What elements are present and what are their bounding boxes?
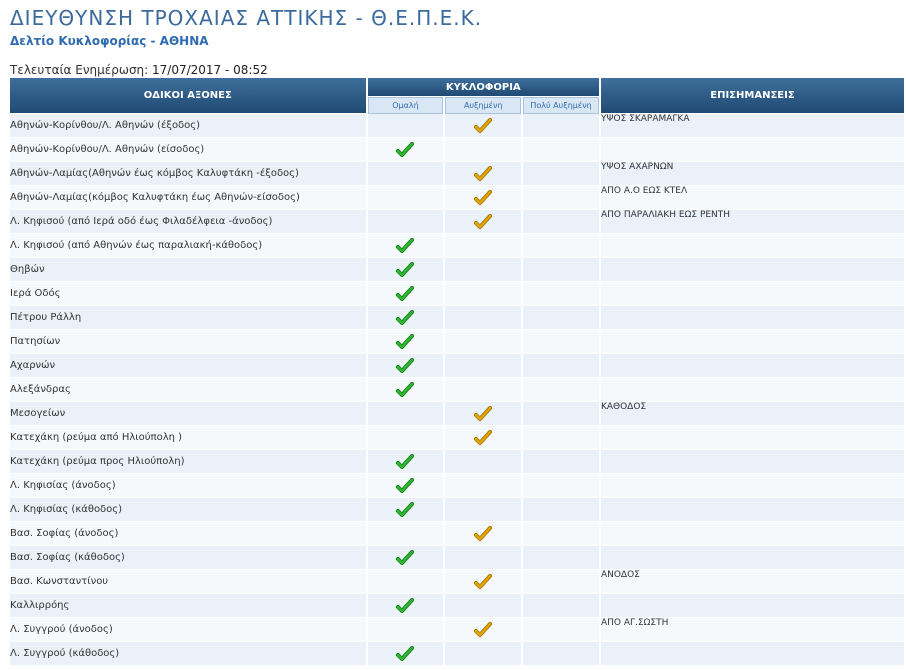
checkmark-icon xyxy=(396,597,414,615)
traffic-cell-very-increased xyxy=(523,594,599,618)
table-row xyxy=(10,282,904,306)
note-cell xyxy=(601,642,904,666)
traffic-cell-very-increased xyxy=(523,426,599,450)
checkmark-icon xyxy=(474,165,492,183)
table-row xyxy=(10,546,904,570)
road-name: Καλλιρρόης xyxy=(10,594,366,618)
note-cell: ΑΝΟΔΟΣ xyxy=(601,570,904,594)
note-cell xyxy=(601,138,904,162)
checkmark-icon xyxy=(474,189,492,207)
last-updated-value: 17/07/2017 - 08:52 xyxy=(152,63,268,77)
note-cell: ΑΠΟ ΠΑΡΑΛΙΑΚΗ ΕΩΣ ΡΕΝΤΗ xyxy=(601,210,904,234)
checkmark-icon xyxy=(474,117,492,135)
road-name: Βασ. Σοφίας (άνοδος) xyxy=(10,522,366,546)
traffic-cell-increased xyxy=(445,546,521,570)
traffic-cell-increased xyxy=(445,234,521,258)
traffic-cell-very-increased xyxy=(523,162,599,186)
road-name: Πατησίων xyxy=(10,330,366,354)
road-name: Λ. Κηφισού (από Ιερά οδό έως Φιλαδέλφεια -άνοδος) xyxy=(10,210,366,234)
road-name: Πέτρου Ράλλη xyxy=(10,306,366,330)
traffic-cell-very-increased xyxy=(523,642,599,666)
table-row xyxy=(10,210,904,234)
traffic-cell-very-increased xyxy=(523,258,599,282)
traffic-cell-normal xyxy=(368,138,444,162)
traffic-cell-increased xyxy=(445,330,521,354)
traffic-cell-normal xyxy=(368,522,444,546)
checkmark-icon xyxy=(396,357,414,375)
table-row xyxy=(10,114,904,138)
traffic-cell-normal xyxy=(368,114,444,138)
traffic-cell-very-increased xyxy=(523,618,599,642)
note-cell xyxy=(601,450,904,474)
note-cell xyxy=(601,258,904,282)
traffic-cell-very-increased xyxy=(523,498,599,522)
table-row xyxy=(10,354,904,378)
traffic-cell-very-increased xyxy=(523,186,599,210)
table-row xyxy=(10,378,904,402)
note-cell: ΑΠΟ Α.Ο ΕΩΣ ΚΤΕΛ xyxy=(601,186,904,210)
traffic-cell-very-increased xyxy=(523,474,599,498)
table-row xyxy=(10,450,904,474)
road-name: Βασ. Κωνσταντίνου xyxy=(10,570,366,594)
traffic-cell-normal xyxy=(368,354,444,378)
road-name: Αθηνών-Κορίνθου/Λ. Αθηνών (έξοδος) xyxy=(10,114,366,138)
traffic-cell-increased xyxy=(445,570,521,594)
col-header-traffic: ΚΥΚΛΟΦΟΡΙΑ xyxy=(368,78,599,97)
traffic-cell-normal xyxy=(368,642,444,666)
road-name: Θηβών xyxy=(10,258,366,282)
table-row xyxy=(10,522,904,546)
table-row xyxy=(10,402,904,426)
table-row xyxy=(10,330,904,354)
traffic-cell-increased xyxy=(445,522,521,546)
table-row xyxy=(10,498,904,522)
checkmark-icon xyxy=(396,141,414,159)
checkmark-icon xyxy=(474,429,492,447)
road-name: Αθηνών-Λαμίας(Αθηνών έως κόμβος Καλυφτάκη -έξοδος) xyxy=(10,162,366,186)
road-name: Αλεξάνδρας xyxy=(10,378,366,402)
road-name: Κατεχάκη (ρεύμα από Ηλιούπολη ) xyxy=(10,426,366,450)
traffic-cell-normal xyxy=(368,186,444,210)
table-row xyxy=(10,618,904,642)
road-name: Κατεχάκη (ρεύμα προς Ηλιούπολη) xyxy=(10,450,366,474)
checkmark-icon xyxy=(396,501,414,519)
traffic-cell-normal xyxy=(368,330,444,354)
traffic-cell-normal xyxy=(368,426,444,450)
note-cell xyxy=(601,522,904,546)
traffic-cell-very-increased xyxy=(523,402,599,426)
note-cell xyxy=(601,594,904,618)
traffic-cell-increased xyxy=(445,498,521,522)
sub-header-normal: Ομαλή xyxy=(368,97,444,114)
traffic-cell-normal xyxy=(368,282,444,306)
traffic-cell-increased xyxy=(445,282,521,306)
col-header-notes: ΕΠΙΣΗΜΑΝΣΕΙΣ xyxy=(601,78,904,114)
checkmark-icon xyxy=(474,621,492,639)
table-row xyxy=(10,570,904,594)
checkmark-icon xyxy=(396,285,414,303)
table-row xyxy=(10,234,904,258)
traffic-cell-very-increased xyxy=(523,570,599,594)
traffic-cell-increased xyxy=(445,618,521,642)
road-name: Λ. Συγγρού (άνοδος) xyxy=(10,618,366,642)
road-name: Λ. Κηφισίας (άνοδος) xyxy=(10,474,366,498)
traffic-cell-increased xyxy=(445,426,521,450)
traffic-cell-very-increased xyxy=(523,522,599,546)
traffic-cell-normal xyxy=(368,450,444,474)
traffic-cell-increased xyxy=(445,210,521,234)
traffic-cell-increased xyxy=(445,474,521,498)
checkmark-icon xyxy=(396,261,414,279)
note-cell xyxy=(601,306,904,330)
note-cell xyxy=(601,330,904,354)
traffic-cell-very-increased xyxy=(523,450,599,474)
checkmark-icon xyxy=(396,333,414,351)
last-updated xyxy=(10,63,268,77)
road-name: Λ. Κηφισού (από Αθηνών έως παραλιακή-κάθοδος) xyxy=(10,234,366,258)
traffic-cell-increased xyxy=(445,594,521,618)
checkmark-icon xyxy=(396,237,414,255)
table-row xyxy=(10,186,904,210)
traffic-cell-normal xyxy=(368,378,444,402)
traffic-cell-normal xyxy=(368,594,444,618)
traffic-cell-normal xyxy=(368,306,444,330)
last-updated-label: Τελευταία Ενημέρωση: xyxy=(10,63,149,77)
traffic-cell-very-increased xyxy=(523,210,599,234)
traffic-cell-normal xyxy=(368,162,444,186)
note-cell: ΥΨΟΣ ΣΚΑΡΑΜΑΓΚΑ xyxy=(601,114,904,138)
traffic-table xyxy=(8,78,906,666)
traffic-cell-normal xyxy=(368,234,444,258)
road-name: Αθηνών-Λαμίας(κόμβος Καλυφτάκη έως Αθηνών-είσοδος) xyxy=(10,186,366,210)
table-row xyxy=(10,306,904,330)
checkmark-icon xyxy=(396,309,414,327)
note-cell: ΑΠΟ ΑΓ.ΣΩΣΤΗ xyxy=(601,618,904,642)
table-row xyxy=(10,162,904,186)
traffic-cell-normal xyxy=(368,570,444,594)
sub-header-very-increased: Πολύ Αυξημένη xyxy=(523,97,599,114)
traffic-cell-normal xyxy=(368,258,444,282)
checkmark-icon xyxy=(474,573,492,591)
traffic-cell-increased xyxy=(445,162,521,186)
table-row xyxy=(10,474,904,498)
traffic-cell-increased xyxy=(445,642,521,666)
road-name: Μεσογείων xyxy=(10,402,366,426)
traffic-cell-increased xyxy=(445,378,521,402)
road-name: Λ. Κηφισίας (κάθοδος) xyxy=(10,498,366,522)
traffic-cell-very-increased xyxy=(523,306,599,330)
traffic-cell-increased xyxy=(445,450,521,474)
table-row xyxy=(10,426,904,450)
traffic-cell-very-increased xyxy=(523,114,599,138)
road-name: Αχαρνών xyxy=(10,354,366,378)
col-header-axes: ΟΔΙΚΟΙ ΑΞΟΝΕΣ xyxy=(10,78,366,114)
checkmark-icon xyxy=(396,645,414,663)
traffic-cell-normal xyxy=(368,210,444,234)
checkmark-icon xyxy=(396,477,414,495)
road-name: Λ. Συγγρού (κάθοδος) xyxy=(10,642,366,666)
traffic-cell-normal xyxy=(368,618,444,642)
road-name: Αθηνών-Κορίνθου/Λ. Αθηνών (είσοδος) xyxy=(10,138,366,162)
checkmark-icon xyxy=(396,549,414,567)
table-row xyxy=(10,258,904,282)
checkmark-icon xyxy=(396,381,414,399)
note-cell xyxy=(601,378,904,402)
traffic-cell-normal xyxy=(368,402,444,426)
traffic-cell-very-increased xyxy=(523,234,599,258)
traffic-cell-increased xyxy=(445,114,521,138)
traffic-cell-normal xyxy=(368,474,444,498)
note-cell xyxy=(601,234,904,258)
note-cell xyxy=(601,498,904,522)
sub-header-increased: Αυξημένη xyxy=(445,97,521,114)
checkmark-icon xyxy=(396,453,414,471)
traffic-cell-increased xyxy=(445,402,521,426)
traffic-cell-increased xyxy=(445,354,521,378)
checkmark-icon xyxy=(474,405,492,423)
traffic-cell-increased xyxy=(445,306,521,330)
traffic-cell-increased xyxy=(445,186,521,210)
page-subtitle: Δελτίο Κυκλοφορίας - ΑΘΗΝΑ xyxy=(10,34,209,48)
page-title: ΔΙΕΥΘΥΝΣΗ ΤΡΟΧΑΙΑΣ ΑΤΤΙΚΗΣ - Θ.Ε.Π.Ε.Κ. xyxy=(10,6,483,30)
note-cell: ΚΑΘΟΔΟΣ xyxy=(601,402,904,426)
note-cell xyxy=(601,354,904,378)
note-cell: ΥΨΟΣ ΑΧΑΡΝΩΝ xyxy=(601,162,904,186)
traffic-cell-very-increased xyxy=(523,546,599,570)
traffic-cell-increased xyxy=(445,138,521,162)
traffic-cell-increased xyxy=(445,258,521,282)
note-cell xyxy=(601,474,904,498)
traffic-cell-very-increased xyxy=(523,138,599,162)
checkmark-icon xyxy=(474,525,492,543)
traffic-cell-very-increased xyxy=(523,354,599,378)
table-row xyxy=(10,642,904,666)
checkmark-icon xyxy=(474,213,492,231)
note-cell xyxy=(601,546,904,570)
traffic-cell-very-increased xyxy=(523,330,599,354)
road-name: Ιερά Οδός xyxy=(10,282,366,306)
road-name: Βασ. Σοφίας (κάθοδος) xyxy=(10,546,366,570)
table-row xyxy=(10,594,904,618)
traffic-cell-very-increased xyxy=(523,282,599,306)
traffic-cell-very-increased xyxy=(523,378,599,402)
traffic-cell-normal xyxy=(368,498,444,522)
traffic-cell-normal xyxy=(368,546,444,570)
table-row xyxy=(10,138,904,162)
note-cell xyxy=(601,282,904,306)
note-cell xyxy=(601,426,904,450)
